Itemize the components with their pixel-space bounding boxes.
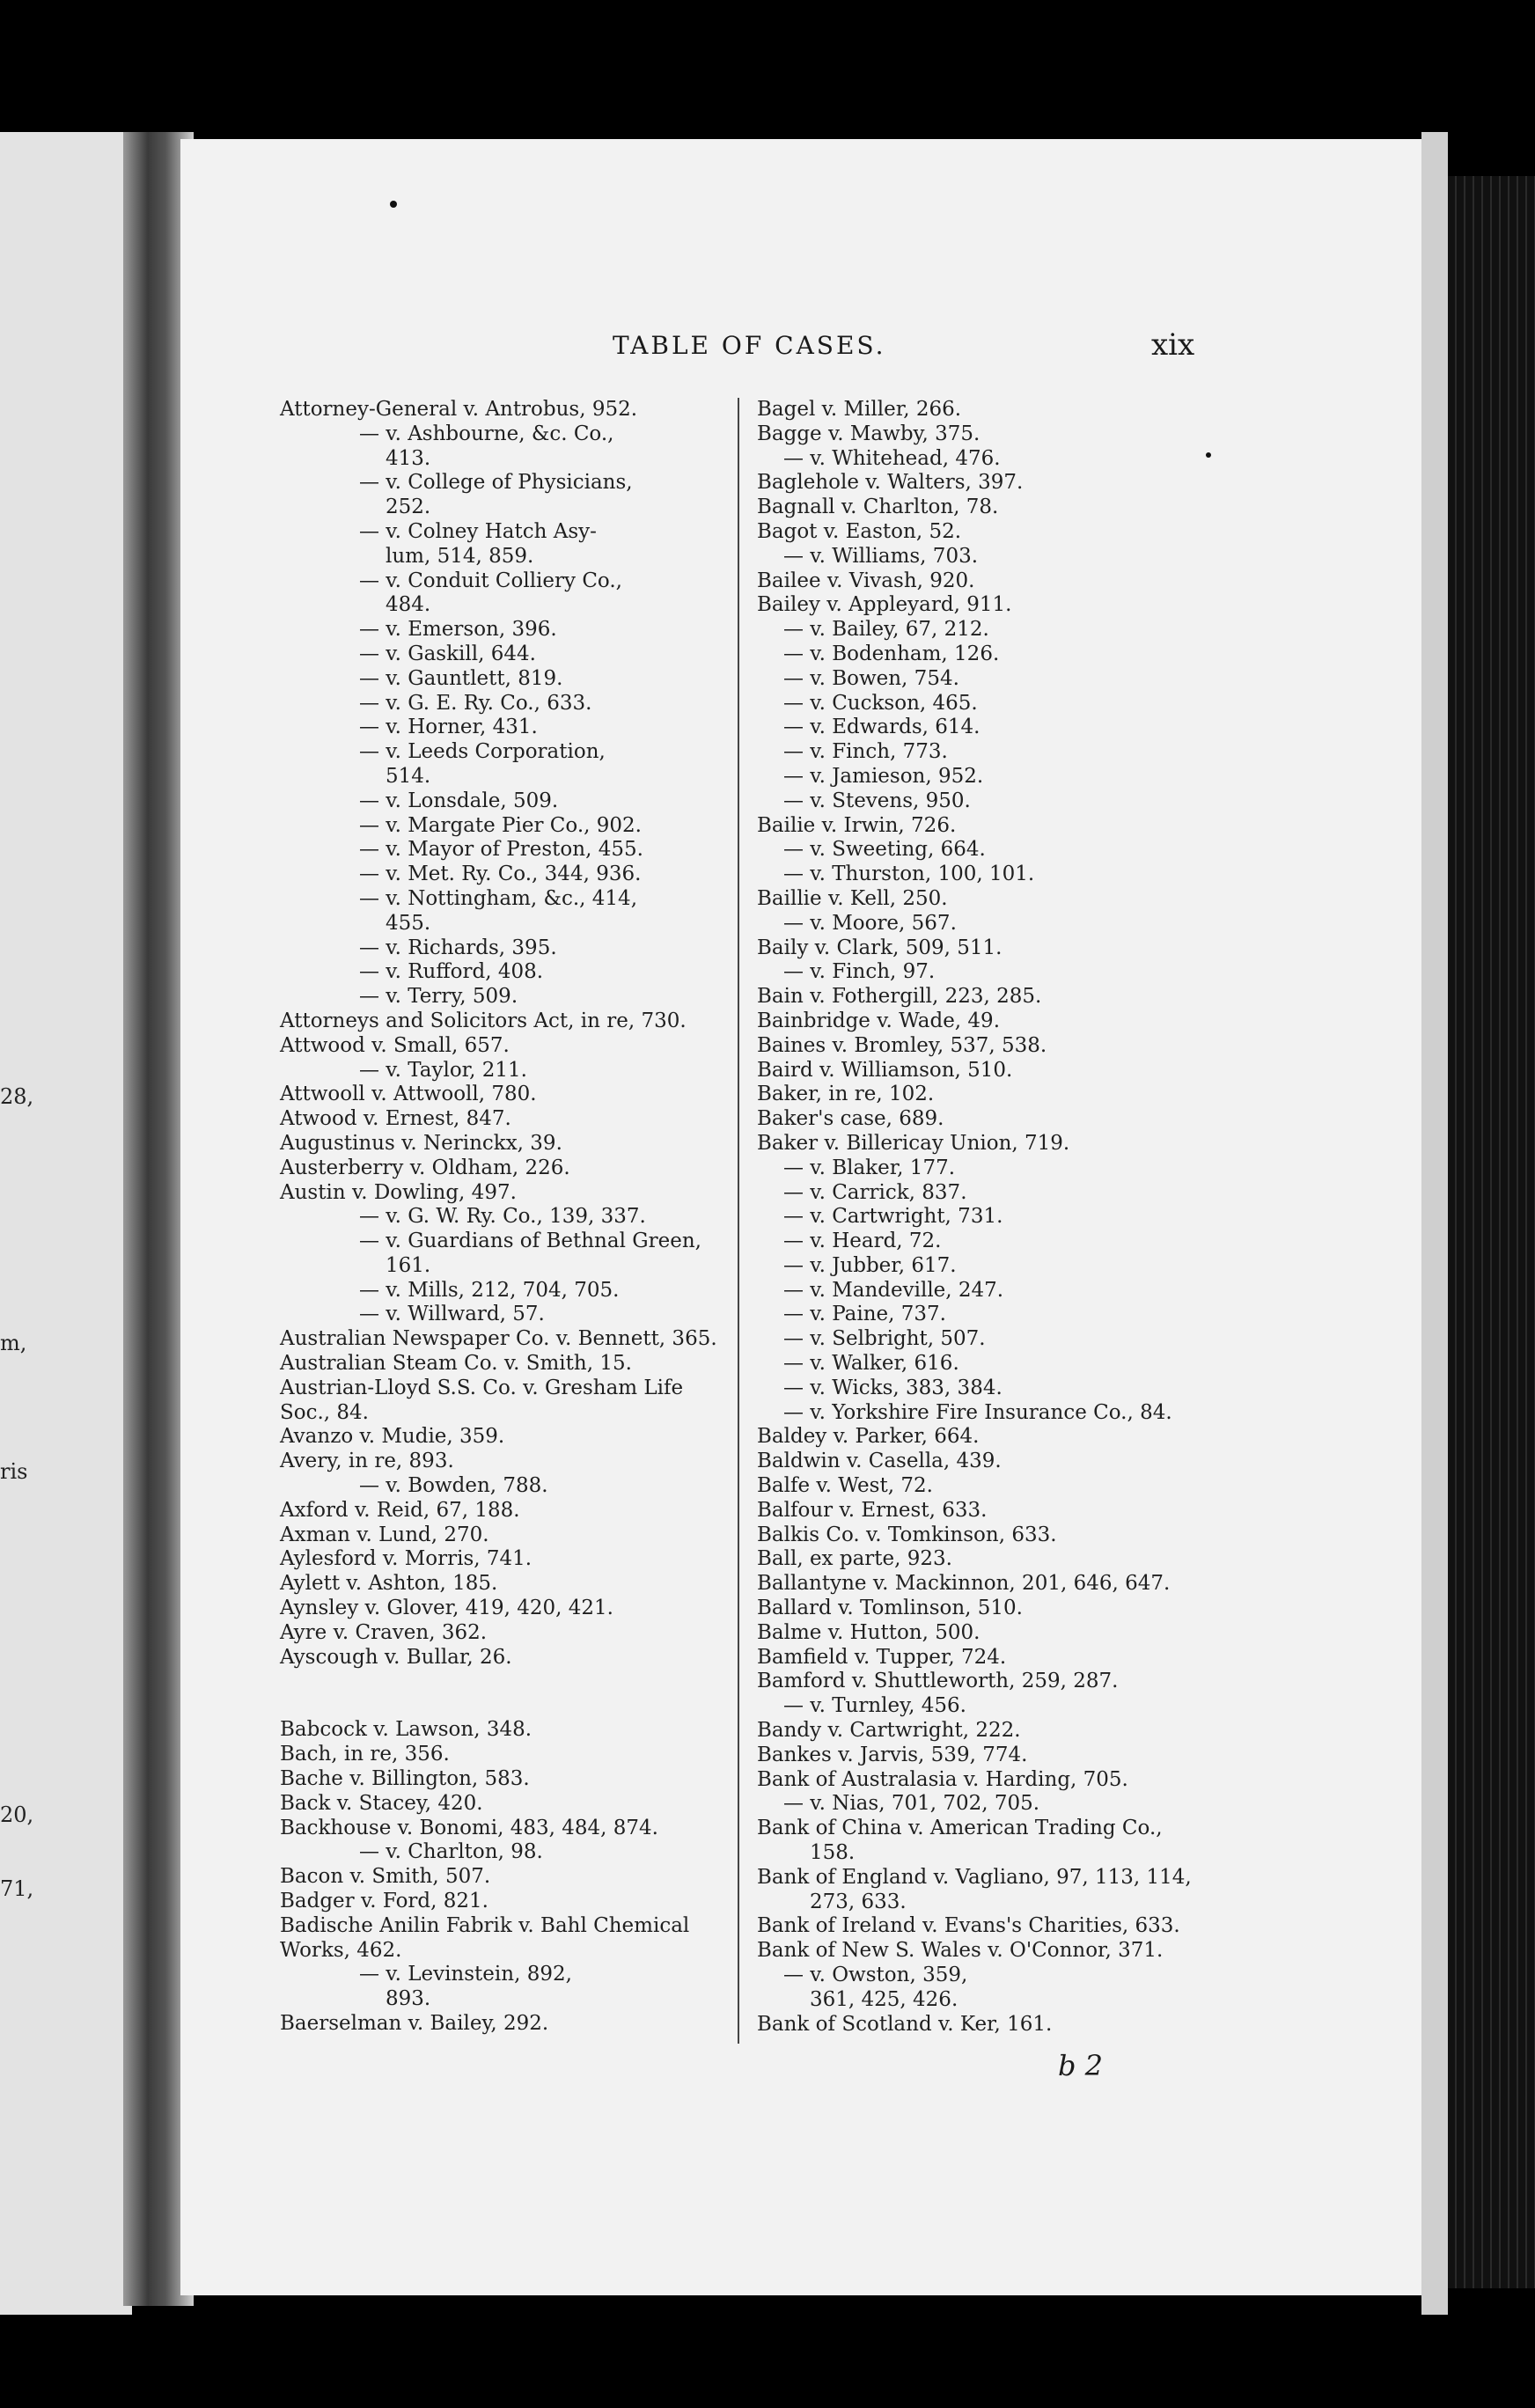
index-entry: Balkis Co. v. Tomkinson, 633. xyxy=(757,1523,1057,1546)
speck xyxy=(390,201,397,208)
index-entry: — v. Leeds Corporation, xyxy=(359,740,606,764)
index-entry: 158. xyxy=(810,1841,856,1865)
index-entry: — v. Blaker, 177. xyxy=(783,1156,956,1179)
index-entry: — v. Gauntlett, 819. xyxy=(359,666,563,690)
index-entry: — v. Cuckson, 465. xyxy=(783,691,978,715)
index-entry: 514. xyxy=(386,764,431,788)
index-entry: 361, 425, 426. xyxy=(810,1987,958,2011)
index-entry: — v. Guardians of Bethnal Green, xyxy=(359,1230,701,1253)
index-entry: — v. Nottingham, &c., 414, xyxy=(359,886,638,910)
index-entry: Bank of England v. Vagliano, 97, 113, 114, xyxy=(757,1865,1192,1889)
index-entry: Baker, in re, 102. xyxy=(757,1083,935,1106)
index-entry: Baines v. Bromley, 537, 538. xyxy=(757,1033,1047,1057)
index-entry: Avery, in re, 893. xyxy=(280,1450,454,1473)
page-edge xyxy=(1421,132,1448,2315)
index-entry: Bagel v. Miller, 266. xyxy=(757,398,962,421)
index-entry: — v. Bowden, 788. xyxy=(359,1474,548,1498)
index-entry: Balfour v. Ernest, 633. xyxy=(757,1498,988,1522)
index-entry: Aylesford v. Morris, 741. xyxy=(280,1547,532,1571)
index-entry: Bagge v. Mawby, 375. xyxy=(757,422,980,445)
index-entry: Attorneys and Solicitors Act, in re, 730. xyxy=(280,1009,687,1032)
index-entry: Ayscough v. Bullar, 26. xyxy=(280,1645,512,1669)
index-entry: — v. Williams, 703. xyxy=(783,544,979,568)
index-entry: Bach, in re, 356. xyxy=(280,1743,450,1766)
index-entry: Bain v. Fothergill, 223, 285. xyxy=(757,985,1042,1009)
index-entry: — v. Horner, 431. xyxy=(359,716,538,739)
index-entry: Atwood v. Ernest, 847. xyxy=(280,1107,511,1131)
index-entry: Attwood v. Small, 657. xyxy=(280,1033,510,1057)
page-number: xix xyxy=(1151,327,1195,363)
left-column xyxy=(280,398,724,2037)
index-entry: — v. Yorkshire Fire Insurance Co., 84. xyxy=(783,1400,1172,1424)
index-entry: Bainbridge v. Wade, 49. xyxy=(757,1009,1000,1032)
index-entry: 161. xyxy=(386,1253,431,1277)
index-entry: Bacon v. Smith, 507. xyxy=(280,1865,491,1889)
index-entry: Bagnall v. Charlton, 78. xyxy=(757,496,999,519)
index-entry: — v. Mandeville, 247. xyxy=(783,1278,1004,1302)
index-entry: Baerselman v. Bailey, 292. xyxy=(280,2012,549,2035)
index-entry: Bailey v. Appleyard, 911. xyxy=(757,593,1012,617)
index-entry: Austrian-Lloyd S.S. Co. v. Gresham Life xyxy=(280,1376,684,1399)
index-entry: Bamford v. Shuttleworth, 259, 287. xyxy=(757,1670,1119,1693)
index-entry: Bandy v. Cartwright, 222. xyxy=(757,1719,1021,1743)
index-entry: Baillie v. Kell, 250. xyxy=(757,886,948,910)
index-entry: Ballard v. Tomlinson, 510. xyxy=(757,1597,1023,1620)
index-entry: — v. Mills, 212, 704, 705. xyxy=(359,1278,620,1302)
index-entry: — v. Charlton, 98. xyxy=(359,1840,543,1864)
prev-page-fragment: 20, xyxy=(0,1802,34,1827)
index-entry: — v. Margate Pier Co., 902. xyxy=(359,813,642,837)
index-entry: — v. Carrick, 837. xyxy=(783,1180,967,1204)
index-entry: 413. xyxy=(386,446,431,470)
index-entry: — v. Sweeting, 664. xyxy=(783,838,986,862)
index-entry: — v. Willward, 57. xyxy=(359,1303,545,1326)
index-entry: — v. Lonsdale, 509. xyxy=(359,789,559,812)
index-entry: Bache v. Billington, 583. xyxy=(280,1767,530,1791)
index-entry: Ball, ex parte, 923. xyxy=(757,1547,952,1571)
index-entry: Babcock v. Lawson, 348. xyxy=(280,1718,532,1742)
right-column xyxy=(757,398,1206,2037)
index-entry: — v. Emerson, 396. xyxy=(359,618,557,642)
column-rule xyxy=(738,398,739,2044)
index-entry: — v. Terry, 509. xyxy=(359,985,518,1009)
index-entry: Bank of Ireland v. Evans's Charities, 633. xyxy=(757,1914,1180,1938)
index-entry: — v. G. W. Ry. Co., 139, 337. xyxy=(359,1205,646,1229)
book-edge-strip xyxy=(1448,176,1535,2288)
index-entry: — v. Finch, 97. xyxy=(783,960,936,984)
speck xyxy=(1206,452,1211,458)
index-entry: Back v. Stacey, 420. xyxy=(280,1791,483,1815)
index-entry: Bailee v. Vivash, 920. xyxy=(757,569,975,592)
index-entry: Attorney-General v. Antrobus, 952. xyxy=(280,398,638,421)
index-entry: Augustinus v. Nerinckx, 39. xyxy=(280,1131,562,1155)
prev-page-fragment: 28, xyxy=(0,1084,34,1109)
index-entry: Baker's case, 689. xyxy=(757,1107,944,1131)
running-header-title: TABLE OF CASES. xyxy=(613,331,886,360)
index-entry: — v. Jubber, 617. xyxy=(783,1253,957,1277)
index-entry: — v. Colney Hatch Asy- xyxy=(359,519,597,543)
index-entry: Bagot v. Easton, 52. xyxy=(757,519,962,543)
index-entry: 893. xyxy=(386,1987,431,2011)
index-entry: Aylett v. Ashton, 185. xyxy=(280,1572,498,1596)
index-entry: — v. Whitehead, 476. xyxy=(783,446,1001,470)
index-entry: — v. Turnley, 456. xyxy=(783,1694,966,1718)
index-entry: Soc., 84. xyxy=(280,1400,369,1424)
index-entry: Baldwin v. Casella, 439. xyxy=(757,1450,1002,1473)
index-entry: — v. Gaskill, 644. xyxy=(359,642,536,665)
index-entry: Bailie v. Irwin, 726. xyxy=(757,813,957,837)
prev-page-fragment: 71, xyxy=(0,1876,34,1901)
index-entry: Aynsley v. Glover, 419, 420, 421. xyxy=(280,1597,613,1620)
index-entry: Axford v. Reid, 67, 188. xyxy=(280,1498,520,1522)
index-entry: — v. Walker, 616. xyxy=(783,1352,959,1376)
index-entry: — v. Finch, 773. xyxy=(783,740,948,764)
index-entry: Bank of China v. American Trading Co., xyxy=(757,1817,1163,1840)
index-entry: — v. Ashbourne, &c. Co., xyxy=(359,422,614,445)
index-entry: Baglehole v. Walters, 397. xyxy=(757,471,1024,495)
index-entry: — v. Paine, 737. xyxy=(783,1303,946,1326)
index-entry: Badische Anilin Fabrik v. Bahl Chemical xyxy=(280,1913,690,1937)
index-entry: — v. Bodenham, 126. xyxy=(783,642,1000,665)
index-entry: Attwooll v. Attwooll, 780. xyxy=(280,1083,537,1106)
prev-page-fragment: m, xyxy=(0,1331,27,1355)
index-entry: — v. Mayor of Preston, 455. xyxy=(359,838,643,862)
index-entry: Australian Steam Co. v. Smith, 15. xyxy=(280,1352,632,1376)
index-entry: 484. xyxy=(386,593,431,617)
index-entry: — v. Richards, 395. xyxy=(359,936,557,959)
index-entry: — v. Stevens, 950. xyxy=(783,789,971,812)
index-entry: Works, 462. xyxy=(280,1938,402,1962)
index-entry: Bankes v. Jarvis, 539, 774. xyxy=(757,1743,1028,1766)
index-entry: — v. Nias, 701, 702, 705. xyxy=(783,1792,1040,1816)
index-entry: Badger v. Ford, 821. xyxy=(280,1890,488,1913)
index-entry: 273, 633. xyxy=(810,1890,907,1913)
index-entry: Austerberry v. Oldham, 226. xyxy=(280,1156,570,1179)
previous-page-edge xyxy=(0,132,132,2315)
index-entry: 455. xyxy=(386,911,431,935)
index-entry: — v. Rufford, 408. xyxy=(359,960,544,984)
index-entry: Baker v. Billericay Union, 719. xyxy=(757,1131,1070,1155)
index-entry: Bamfield v. Tupper, 724. xyxy=(757,1645,1007,1669)
index-entry: Bank of Australasia v. Harding, 705. xyxy=(757,1767,1128,1791)
index-entry: Bank of New S. Wales v. O'Connor, 371. xyxy=(757,1939,1164,1963)
index-entry: Backhouse v. Bonomi, 483, 484, 874. xyxy=(280,1816,658,1839)
index-entry xyxy=(280,1670,724,1718)
index-entry: Australian Newspaper Co. v. Bennett, 365. xyxy=(280,1327,717,1351)
index-entry: Balme v. Hutton, 500. xyxy=(757,1620,980,1644)
index-entry: Ballantyne v. Mackinnon, 201, 646, 647. xyxy=(757,1572,1171,1596)
index-entry: — v. Thurston, 100, 101. xyxy=(783,863,1035,886)
index-entry: — v. Taylor, 211. xyxy=(359,1058,527,1082)
index-entry: — v. Met. Ry. Co., 344, 936. xyxy=(359,863,642,886)
index-entry: Ayre v. Craven, 362. xyxy=(280,1620,488,1644)
index-entry: Baldey v. Parker, 664. xyxy=(757,1425,980,1449)
index-entry: Axman v. Lund, 270. xyxy=(280,1523,489,1546)
signature-mark: b 2 xyxy=(1058,2049,1104,2082)
index-entry: Avanzo v. Mudie, 359. xyxy=(280,1425,505,1449)
index-entry: lum, 514, 859. xyxy=(386,544,534,568)
index-entry: Balfe v. West, 72. xyxy=(757,1474,933,1498)
index-entry: — v. Jamieson, 952. xyxy=(783,764,984,788)
index-entry: — v. Heard, 72. xyxy=(783,1230,942,1253)
index-entry: — v. G. E. Ry. Co., 633. xyxy=(359,691,592,715)
index-entry: — v. Levinstein, 892, xyxy=(359,1963,572,1986)
index-entry: Baird v. Williamson, 510. xyxy=(757,1058,1013,1082)
index-entry: — v. Bowen, 754. xyxy=(783,666,959,690)
index-entry: — v. Conduit Colliery Co., xyxy=(359,569,622,592)
index-entry: Baily v. Clark, 509, 511. xyxy=(757,936,1003,959)
index-entry: — v. Edwards, 614. xyxy=(783,716,980,739)
index-entry: 252. xyxy=(386,496,431,519)
index-entry: — v. Selbright, 507. xyxy=(783,1327,986,1351)
prev-page-fragment: ris xyxy=(0,1459,28,1484)
index-entry: Bank of Scotland v. Ker, 161. xyxy=(757,2012,1053,2036)
index-entry: — v. College of Physicians, xyxy=(359,471,633,495)
index-entry: — v. Bailey, 67, 212. xyxy=(783,618,989,642)
index-entry: — v. Wicks, 383, 384. xyxy=(783,1376,1003,1399)
index-entry: — v. Cartwright, 731. xyxy=(783,1205,1003,1229)
index-entry: — v. Owston, 359, xyxy=(783,1964,968,1986)
index-entry: Austin v. Dowling, 497. xyxy=(280,1180,517,1204)
index-entry: — v. Moore, 567. xyxy=(783,911,957,935)
